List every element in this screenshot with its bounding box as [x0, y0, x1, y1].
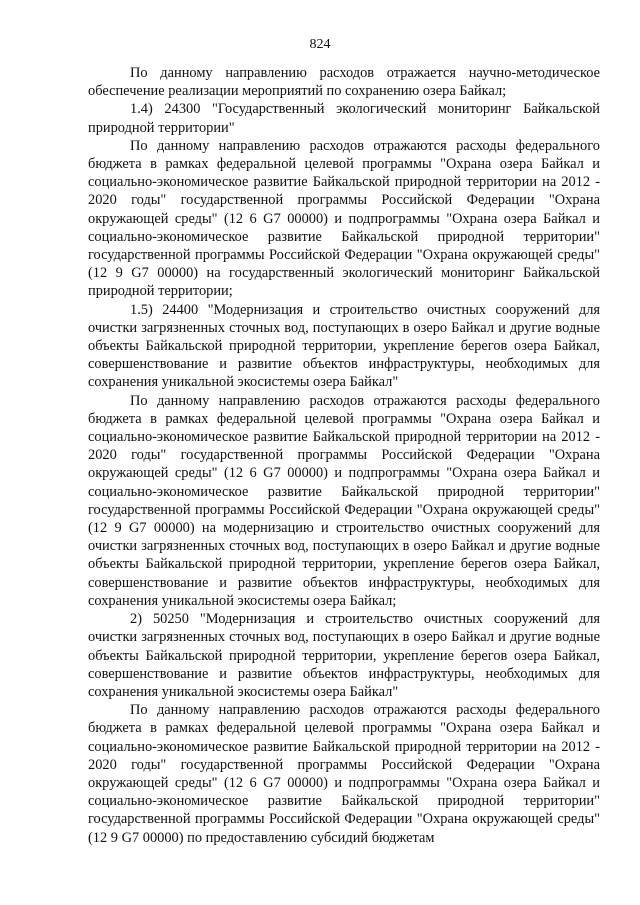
paragraph-24400-description: По данному направлению расходов отражаются расходы федерального бюджета в рамках федеральной целевой программы "Охрана озера Байкал и социально-экономическое развитие Байкальской природной территории на 2012 - 2020 годы" государственной программы Российской Федерации "Охрана окружающей среды" (12 6 G7 00000) и подпрограммы "Охрана озера Байкал и социально-экономическое развитие Байкальской природной территории" государственной программы Российской Федерации "Охрана окружающей среды" (12 9 G7 00000) на модернизацию и строительство очистных сооружений для очистки загрязненных сточных вод, поступающих в озеро Байкал и другие водные объекты Байкальской природной территории, укрепление берегов озера Байкал, совершенствование и развитие объектов инфраструктуры, необходимых для сохранения уникальной экосистемы озера Байкал;: [88, 392, 600, 609]
page-number: 824: [309, 37, 331, 52]
paragraph-heading-50250: 2) 50250 "Модернизация и строительство очистных сооружений для очистки загрязненных сточных вод, поступающих в озеро Байкал и другие водные объекты Байкальской природной территории, укрепление берегов озера Байкал, совершенствование и развитие объектов инфраструктуры, необходимых для сохранения уникальной экосистемы озера Байкал": [88, 611, 600, 700]
paragraph-24300-description: По данному направлению расходов отражаются расходы федерального бюджета в рамках федеральной целевой программы "Охрана озера Байкал и социально-экономическое развитие Байкальской природной территории на 2012 - 2020 годы" государственной программы Российской Федерации "Охрана окружающей среды" (12 6 G7 00000) и подпрограммы "Охрана озера Байкал и социально-экономическое развитие Байкальской природной территории" государственной программы Российской Федерации "Охрана окружающей среды" (12 9 G7 00000) на государственный экологический мониторинг Байкальской природной территории;: [88, 137, 600, 300]
paragraph-intro: По данному направлению расходов отражается научно-методическое обеспечение реализации мероприятий по сохранению озера Байкал;: [88, 65, 600, 100]
paragraph-50250-description: По данному направлению расходов отражаются расходы федерального бюджета в рамках федеральной целевой программы "Охрана озера Байкал и социально-экономическое развитие Байкальской природной территории на 2012 - 2020 годы" государственной программы Российской Федерации "Охрана окружающей среды" (12 6 G7 00000) и подпрограммы "Охрана озера Байкал и социально-экономическое развитие Байкальской природной территории" государственной программы Российской Федерации "Охрана окружающей среды" (12 9 G7 00000) по предоставлению субсидий бюджетам: [88, 702, 600, 846]
paragraph-heading-24300: 1.4) 24300 "Государственный экологический мониторинг Байкальской природной территории": [88, 101, 600, 136]
document-body: [88, 64, 600, 847]
paragraph-heading-24400: 1.5) 24400 "Модернизация и строительство очистных сооружений для очистки загрязненных сточных вод, поступающих в озеро Байкал и другие водные объекты Байкальской природной территории, укрепление берегов озера Байкал, совершенствование и развитие объектов инфраструктуры, необходимых для сохранения уникальной экосистемы озера Байкал": [88, 301, 600, 391]
